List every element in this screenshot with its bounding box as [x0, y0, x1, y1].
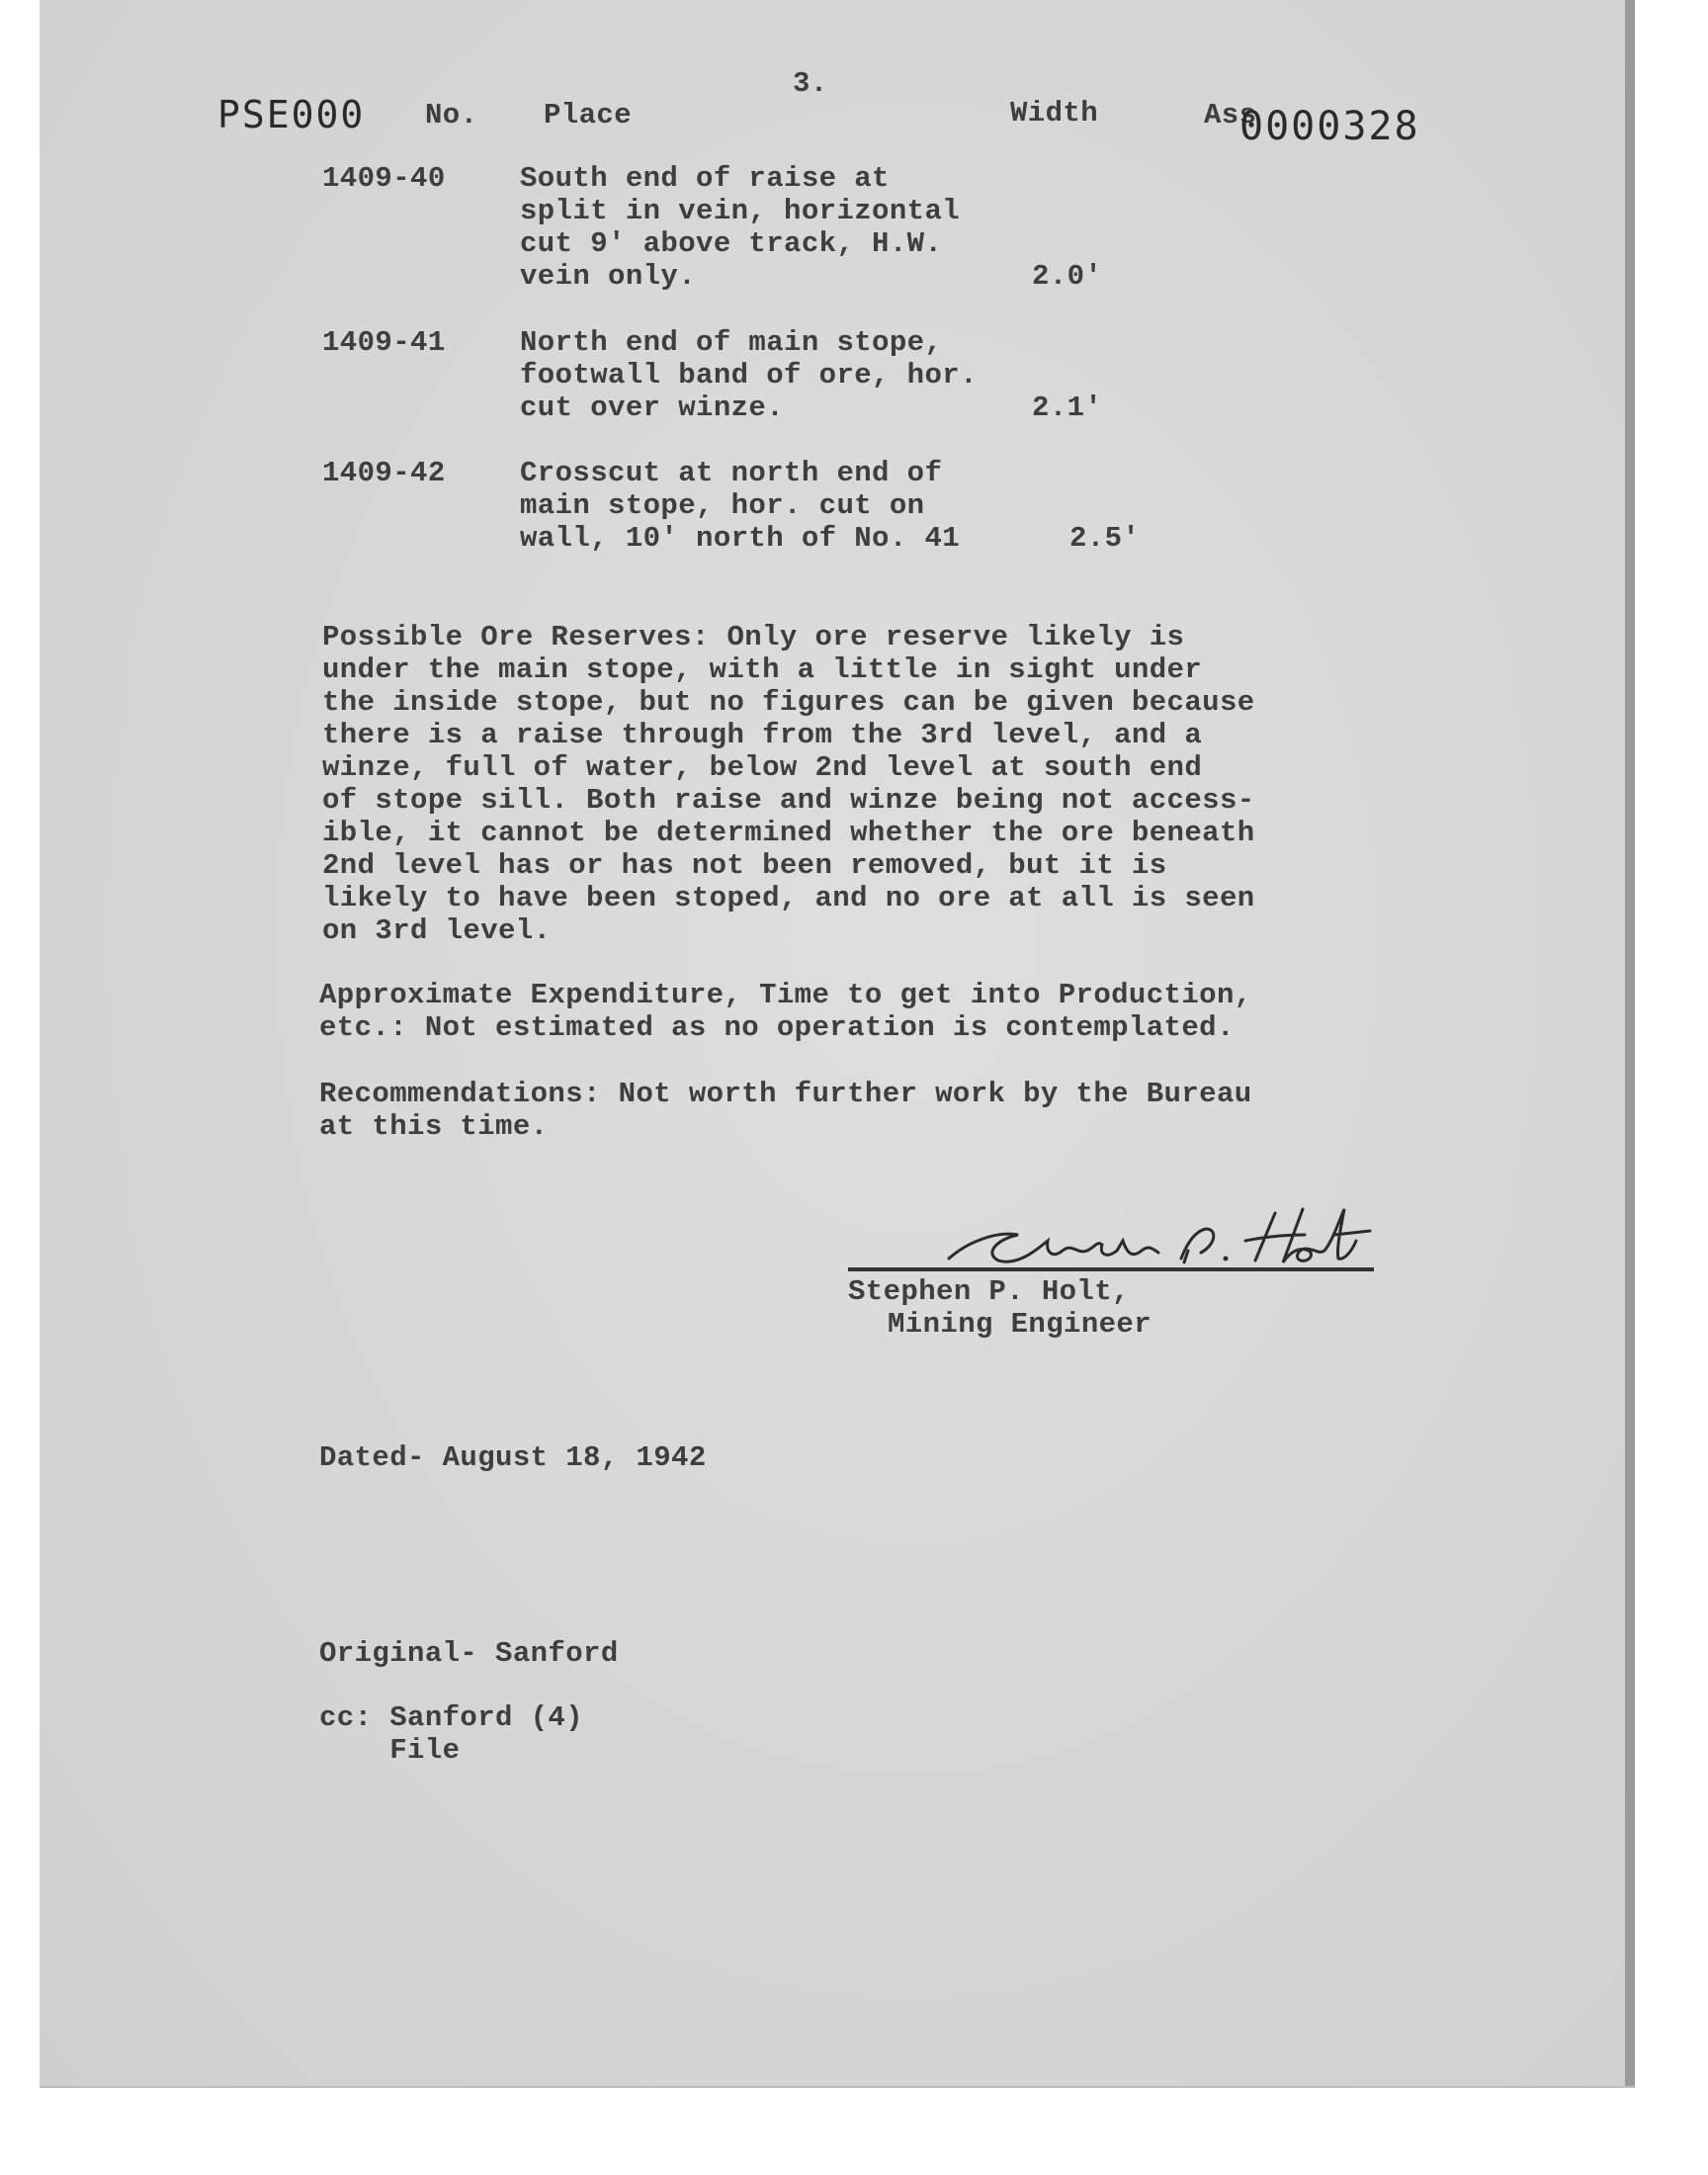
sample-place-line: split in vein, horizontal	[520, 195, 961, 227]
reserves-line: winze, full of water, below 2nd level at south end	[322, 751, 1203, 784]
sample-number: 1409-41	[322, 326, 446, 359]
sample-number: 1409-40	[322, 162, 446, 195]
sample-place-line: cut over winze.	[520, 392, 785, 424]
column-header-no: No.	[425, 99, 478, 131]
sample-place-line: South end of raise at	[520, 162, 890, 195]
bates-stamp-left: PSE000	[217, 93, 366, 136]
reserves-line: there is a raise through from the 3rd level, and a	[322, 719, 1203, 751]
sample-width: 2.5'	[1069, 522, 1141, 555]
sample-number: 1409-42	[322, 457, 446, 489]
sample-place-line: North end of main stope,	[520, 326, 943, 359]
column-header-width: Width	[1010, 97, 1099, 130]
reserves-line: ible, it cannot be determined whether the ore beneath	[322, 817, 1255, 849]
page-number: 3.	[793, 67, 828, 100]
column-header-place: Place	[544, 99, 633, 131]
sample-place-line: main stope, hor. cut on	[520, 489, 925, 522]
sample-width: 2.1'	[1032, 392, 1103, 424]
sample-width: 2.0'	[1032, 260, 1103, 293]
signer-title: Mining Engineer	[888, 1308, 1153, 1341]
reserves-line: Possible Ore Reserves: Only ore reserve likely is	[322, 621, 1185, 653]
cc-line: File	[319, 1734, 461, 1767]
recommendations-line: Recommendations: Not worth further work by the Bureau	[319, 1078, 1252, 1110]
date-line: Dated- August 18, 1942	[319, 1441, 707, 1474]
reserves-line: likely to have been stoped, and no ore at all is seen	[322, 882, 1255, 914]
sample-place-line: Crosscut at north end of	[520, 457, 943, 489]
reserves-line: on 3rd level.	[322, 914, 552, 947]
reserves-line: 2nd level has or has not been removed, but it is	[322, 849, 1167, 882]
cc-line: cc: Sanford (4)	[319, 1701, 584, 1734]
bates-stamp-right: 0000328	[1239, 104, 1420, 149]
sample-place-line: footwall band of ore, hor.	[520, 359, 978, 392]
document-page	[40, 0, 1635, 2086]
signature-underline	[848, 1267, 1374, 1271]
sample-place-line: vein only.	[520, 260, 697, 293]
reserves-line: of stope sill. Both raise and winze being not access-	[322, 784, 1255, 817]
sample-place-line: cut 9' above track, H.W.	[520, 227, 943, 260]
reserves-line: the inside stope, but no figures can be given because	[322, 686, 1255, 719]
expenditure-line: Approximate Expenditure, Time to get into Production,	[319, 979, 1252, 1011]
column-header-assay: Ass	[1204, 99, 1257, 131]
recommendations-line: at this time.	[319, 1110, 549, 1143]
reserves-line: under the main stope, with a little in sight under	[322, 653, 1203, 686]
signer-name: Stephen P. Holt,	[848, 1275, 1130, 1308]
sample-place-line: wall, 10' north of No. 41	[520, 522, 961, 555]
expenditure-line: etc.: Not estimated as no operation is contemplated.	[319, 1011, 1235, 1044]
original-line: Original- Sanford	[319, 1637, 619, 1670]
